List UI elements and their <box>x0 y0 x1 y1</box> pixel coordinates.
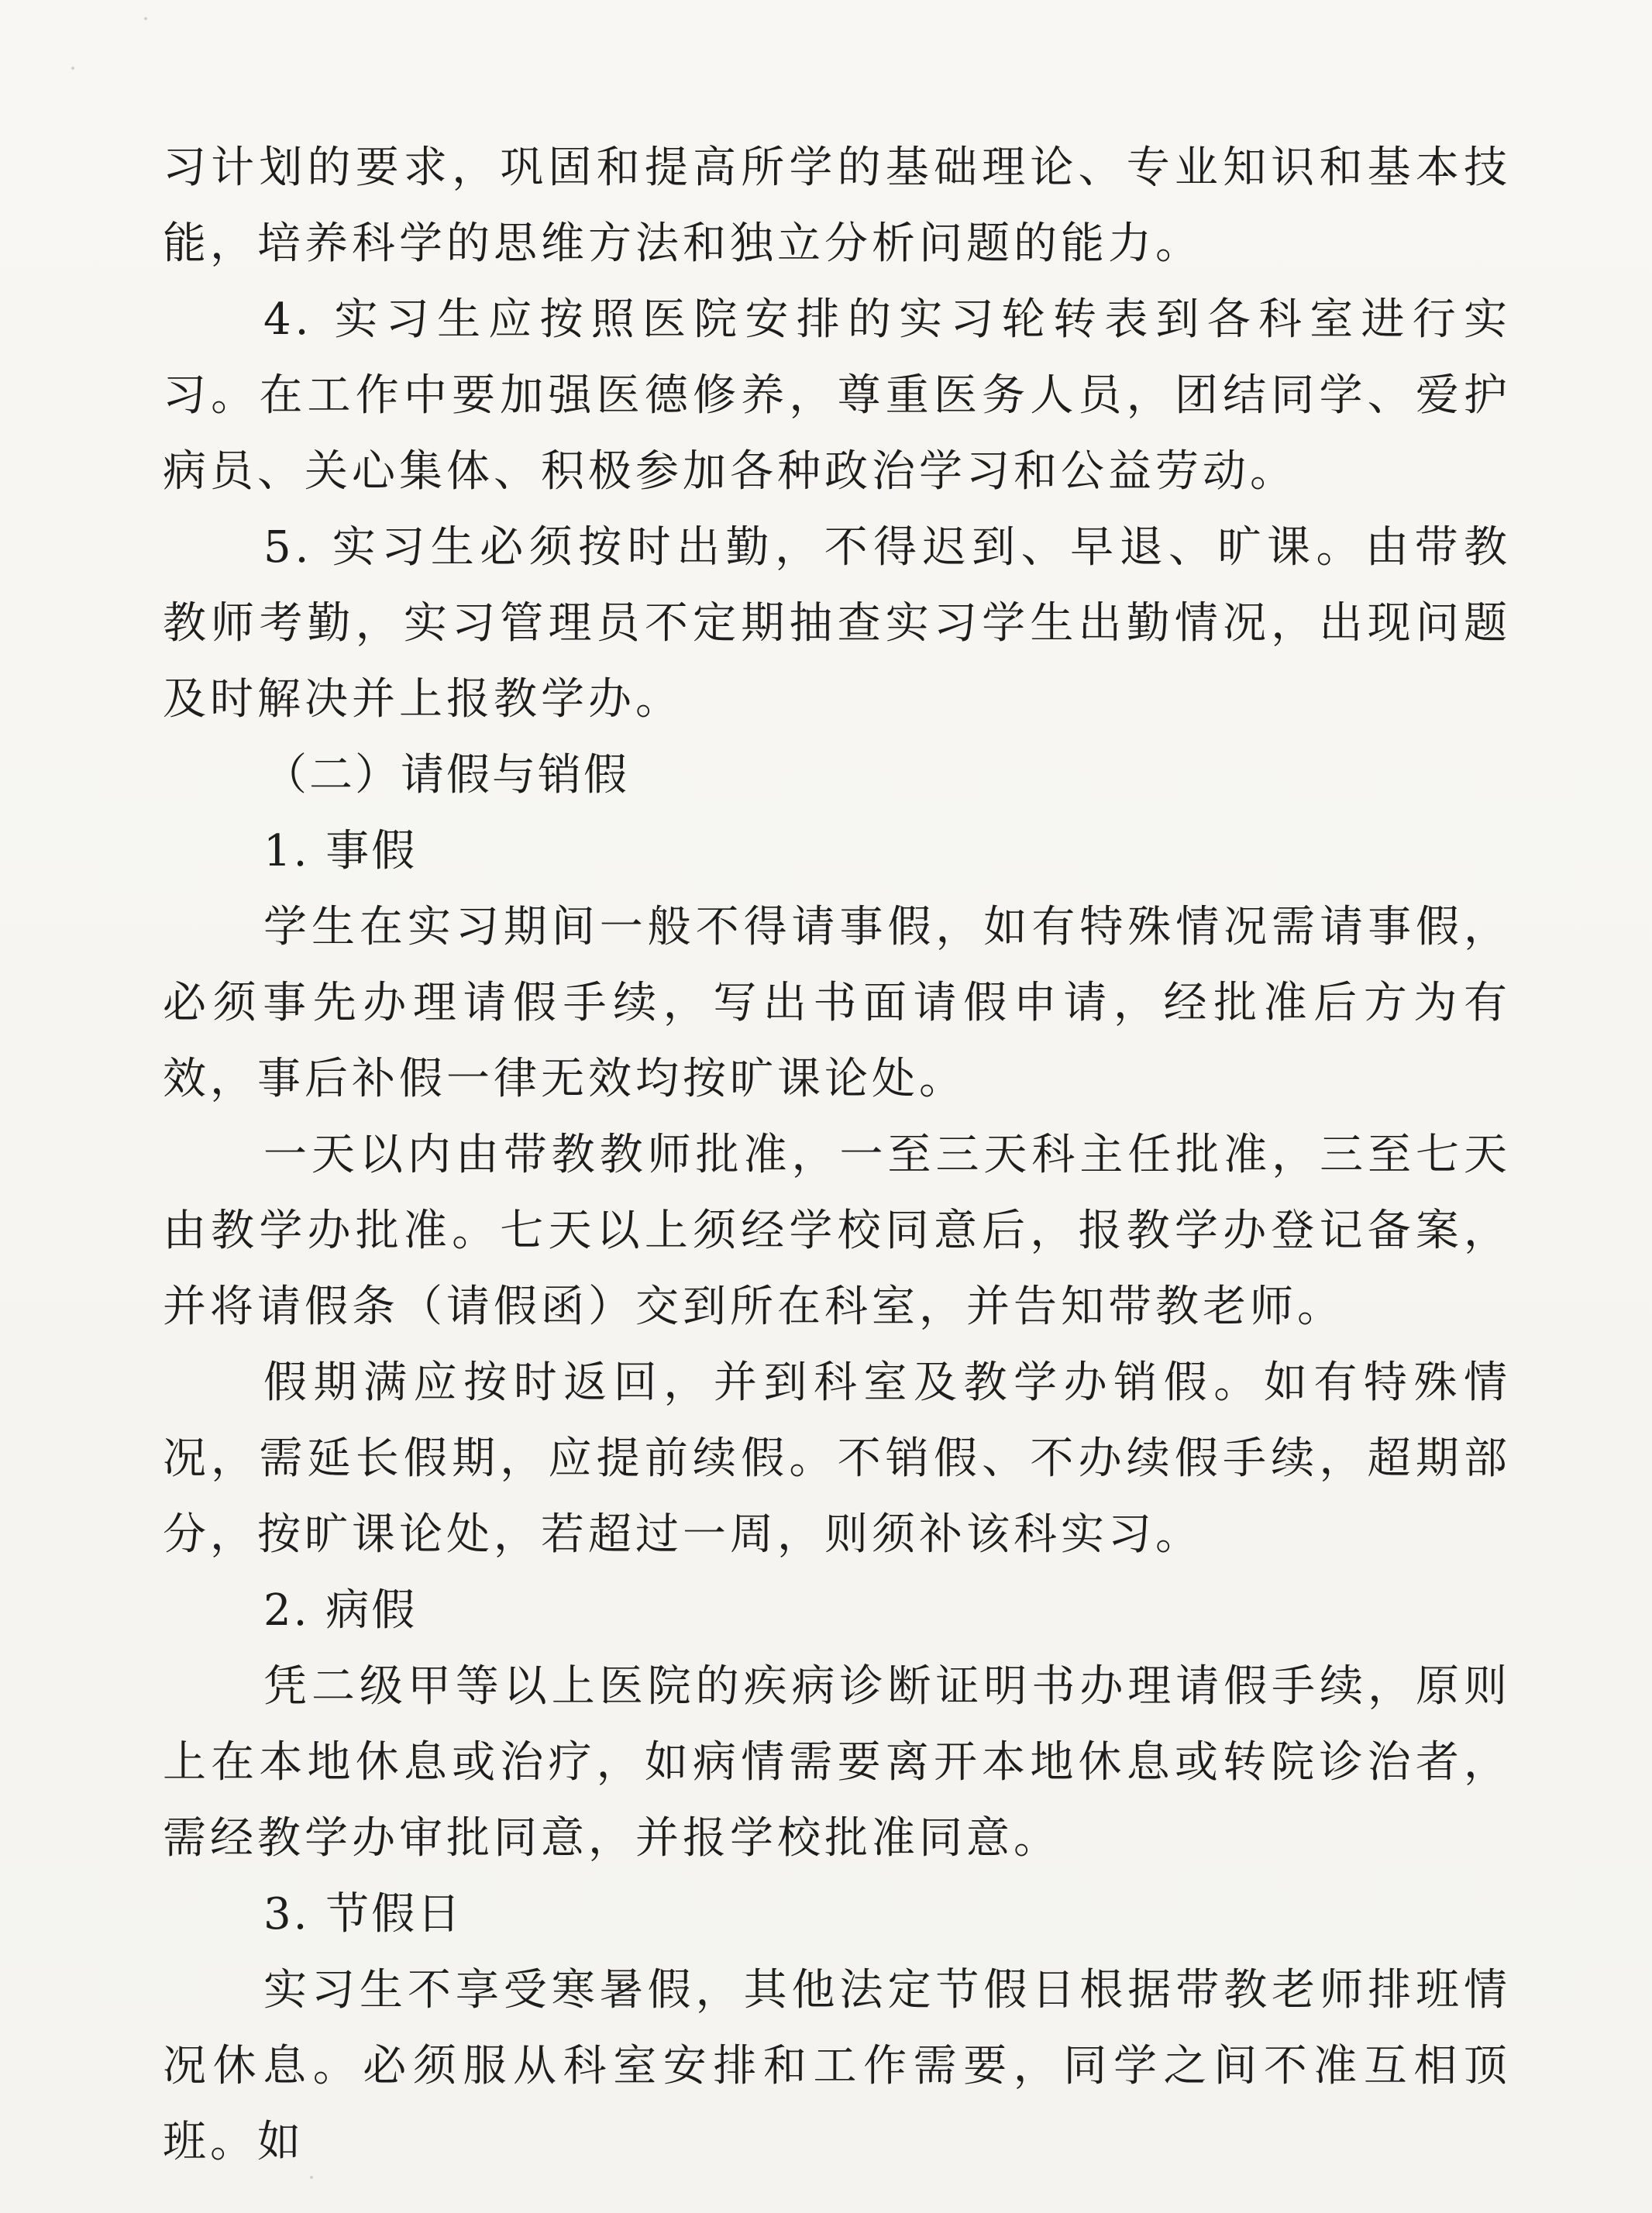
paragraph-approval-rule: 一天以内由带教教师批准，一至三天科主任批准，三至七天由教学办批准。七天以上须经学校同意后，报教学办登记备案，并将请假条（请假函）交到所在科室，并告知带教老师。 <box>163 1130 1511 1332</box>
paragraph-return-rule: 假期满应按时返回，并到科室及教学办销假。如有特殊情况，需延长假期，应提前续假。不销假、不办续假手续，超期部分，按旷课论处，若超过一周，则须补该科实习。 <box>163 1358 1511 1560</box>
paragraph-personal-leave-rule: 学生在实习期间一般不得请事假，如有特殊情况需请事假，必须事先办理请假手续，写出书面请假申请，经批准后方为有效，事后补假一律无效均按旷课论处。 <box>163 902 1511 1104</box>
subheading-holidays: 3. 节假日 <box>263 1889 463 1939</box>
subheading-personal-leave: 1. 事假 <box>263 826 418 876</box>
subheading-sick-leave: 2. 病假 <box>263 1585 418 1636</box>
document-body <box>163 130 1511 2180</box>
paragraph-continuation: 习计划的要求，巩固和提高所学的基础理论、专业知识和基本技能，培养科学的思维方法和独立分析问题的能力。 <box>163 143 1511 269</box>
section-heading-leave: （二）请假与销假 <box>263 750 629 800</box>
paragraph-item-4: 4. 实习生应按照医院安排的实习轮转表到各科室进行实习。在工作中要加强医德修养，尊重医务人员，团结同学、爱护病员、关心集体、积极参加各种政治学习和公益劳动。 <box>163 294 1511 497</box>
scan-speck <box>71 67 74 70</box>
paragraph-holiday-rule: 实习生不享受寒暑假，其他法定节假日根据带教老师排班情况休息。必须服从科室安排和工作需要，同学之间不准互相顶班。如 <box>163 1965 1511 2167</box>
paragraph-item-5: 5. 实习生必须按时出勤，不得迟到、早退、旷课。由带教教师考勤，实习管理员不定期抽查实习学生出勤情况，出现问题及时解决并上报教学办。 <box>163 522 1511 724</box>
paragraph-sick-leave-rule: 凭二级甲等以上医院的疾病诊断证明书办理请假手续，原则上在本地休息或治疗，如病情需要离开本地休息或转院诊治者，需经教学办审批同意，并报学校批准同意。 <box>163 1661 1511 1864</box>
scan-speck <box>144 17 147 20</box>
